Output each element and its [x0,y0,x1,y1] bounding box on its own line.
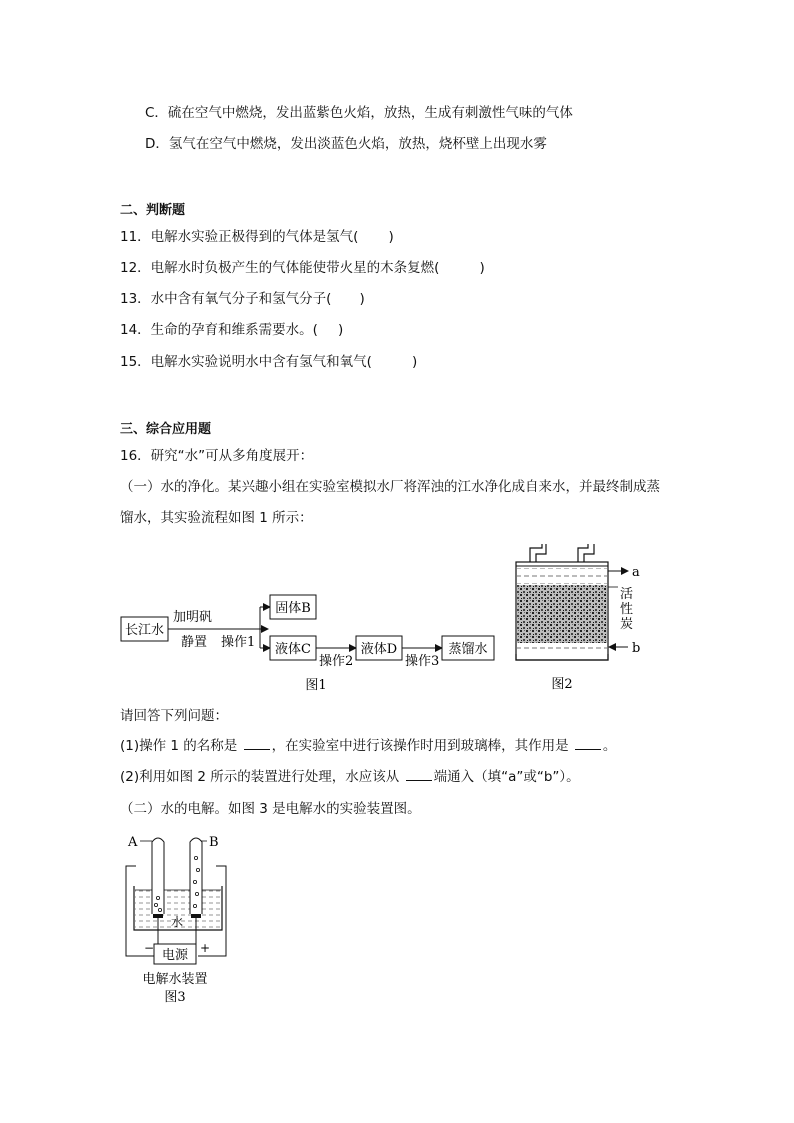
section2-title: 二、判断题 [120,203,186,218]
judge-item-close: ) [411,354,418,370]
subq-1-text-b: ，在实验室中进行该操作时用到玻璃棒，其作用是 [271,738,569,754]
box-solid-b: 固体B [275,601,311,616]
label-op1: 操作1 [221,635,256,650]
label-plus: + [200,941,211,955]
judge-item-close: ) [337,322,344,338]
subq-1 [120,737,616,755]
label-a: a [632,565,640,580]
subq-2-text-a: (2)利用如图 2 所示的装置进行处理，水应该从 [120,769,400,785]
judge-item-15 [120,353,417,371]
box-liquid-d: 液体D [360,642,398,657]
subq-2 [120,768,580,786]
label-water: 水 [170,915,184,929]
label-B: B [209,835,219,850]
option-d: D．氢气在空气中燃烧，发出淡蓝色火焰，放热，烧杯壁上出现水雾 [145,136,547,152]
judge-item-14 [120,321,343,339]
label-op3: 操作3 [405,654,440,669]
judge-item-close: ) [359,291,365,307]
part2-text: （二）水的电解。如图 3 是电解水的实验装置图。 [120,801,421,817]
judge-item-text: 14．生命的孕育和维系需要水。( [120,322,318,338]
judge-item-close: ) [479,260,485,276]
label-settle: 静置 [181,635,208,650]
judge-item-13 [120,290,365,308]
judge-item-text: 13．水中含有氧气分子和氢气分子( [120,291,332,307]
label-power: 电源 [161,948,189,963]
subq-1-text-a: (1)操作 1 的名称是 [120,738,238,754]
box-distilled-water: 蒸馏水 [448,642,488,657]
label-minus: − [144,941,155,955]
judge-item-text: 12．电解水时负极产生的气体能使带火星的木条复燃( [120,260,440,276]
prompt-answer: 请回答下列问题： [120,708,228,724]
answer-blank-2[interactable] [575,737,601,750]
figure-3-caption: 图3 [164,990,186,1005]
judge-item-11 [120,228,394,246]
label-add-alum: 加明矾 [173,610,213,625]
label-op2: 操作2 [319,654,354,669]
judge-item-text: 11．电解水实验正极得到的气体是氢气( [120,229,359,245]
answer-blank-3[interactable] [406,768,432,781]
box-liquid-c: 液体C [275,642,311,657]
judge-item-close: ) [388,229,394,245]
subq-2-text-b: 端通入（填“a”或“b”）。 [433,769,580,785]
label-nature: 性 [620,602,634,617]
subq-1-text-c: 。 [602,738,617,754]
figure-1-caption: 图1 [305,678,327,693]
box-river-water: 长江水 [124,623,165,638]
figure-1-flowchart [118,590,508,695]
label-carbon: 炭 [620,617,634,632]
answer-blank-1[interactable] [244,737,270,750]
figure-3-electrolysis [118,828,243,1008]
part1-line1: （一）水的净化。某兴趣小组在实验室模拟水厂将浑浊的江水净化成自来水，并最终制成蒸 [120,479,660,495]
judge-item-text: 15．电解水实验说明水中含有氢气和氧气( [120,354,372,370]
label-device: 电解水装置 [142,972,208,987]
figure-2-caption: 图2 [551,677,573,692]
label-activated: 活 [620,587,634,602]
judge-item-12 [120,259,485,277]
option-c: C．硫在空气中燃烧，发出蓝紫色火焰，放热，生成有刺激性气味的气体 [145,105,573,121]
part1-line2: 馏水，其实验流程如图 1 所示： [120,510,313,526]
label-A: A [128,835,138,850]
figure-2-carbon-filter [508,540,658,692]
q16-stem: 16．研究“水”可从多角度展开： [120,448,314,464]
label-b: b [632,641,641,656]
section3-title: 三、综合应用题 [120,422,212,437]
